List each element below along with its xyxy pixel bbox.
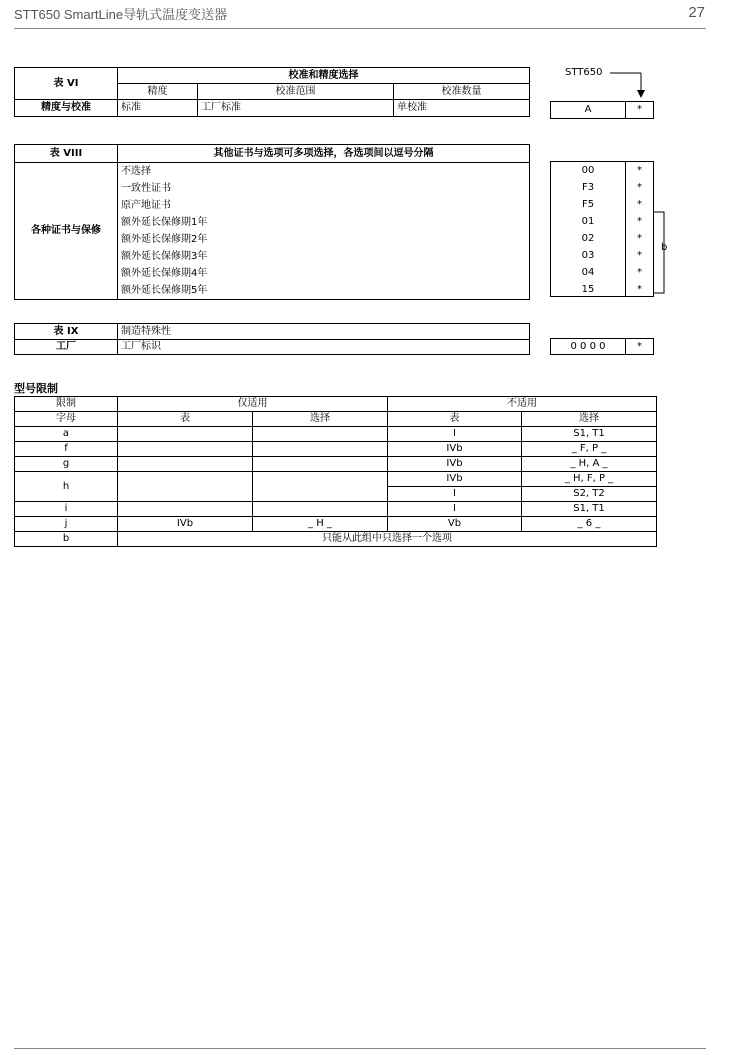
table6-col-range: 校准范围 [198, 84, 394, 100]
footer-rule [14, 1048, 706, 1049]
table8-option-origin: 原产地证书 [121, 200, 171, 211]
table-certificates [14, 144, 530, 300]
restriction-letter: i [15, 502, 118, 517]
restrictions-head-na-selection: 选择 [522, 412, 657, 427]
table-restrictions [14, 396, 657, 547]
restrictions-row-a [15, 427, 657, 442]
restriction-na-selection: S1, T1 [522, 427, 657, 442]
restriction-na-selection: _ H, A _ [522, 457, 657, 472]
restriction-ap-table [118, 472, 253, 502]
table8-code-row: F5 * [581, 199, 642, 210]
restriction-letter: g [15, 457, 118, 472]
table8-option-warranty-5: 额外延长保修期5年 [121, 285, 208, 296]
restriction-na-table: IVb [388, 457, 522, 472]
table9-name: 表 IX [15, 324, 118, 340]
restriction-na-table: IVb [388, 442, 522, 457]
table9-row-value: 工厂标识 [118, 340, 530, 355]
restrictions-head-letter-2: 字母 [15, 412, 118, 427]
table8-code-row: 15 * [581, 284, 642, 295]
table6-row-count: 单校准 [394, 100, 530, 117]
table8-option-warranty-4: 额外延长保修期4年 [121, 268, 208, 279]
table8-option-warranty-1: 额外延长保修期1年 [121, 217, 208, 228]
restriction-ap-table: IVb [118, 517, 253, 532]
restrictions-head-ap-table: 表 [118, 412, 253, 427]
table9-code-box [550, 338, 654, 355]
restriction-na-table: I [388, 502, 522, 517]
page-number: 27 [688, 4, 705, 21]
restriction-na-table: Vb [388, 517, 522, 532]
restriction-ap-table [118, 502, 253, 517]
restrictions-head-not-applicable: 不适用 [388, 397, 657, 412]
restrictions-row-f [15, 442, 657, 457]
table8-code-row: 03 * [581, 250, 642, 261]
restriction-bracket-letter: b [661, 242, 668, 253]
restriction-letter: a [15, 427, 118, 442]
restriction-na-table: IVb [388, 472, 522, 487]
table8-option-none: 不选择 [121, 166, 151, 177]
table-manufacturing [14, 323, 530, 355]
table6-code: A [584, 104, 592, 115]
model-label: STT650 [565, 67, 603, 78]
table-calibration [14, 67, 530, 117]
table6-row-accuracy: 标准 [118, 100, 198, 117]
restrictions-head-letter-1: 限制 [15, 397, 118, 412]
restriction-na-table: I [388, 427, 522, 442]
restriction-ap-selection [253, 472, 388, 502]
table8-option-warranty-3: 额外延长保修期3年 [121, 251, 208, 262]
restrictions-row-j [15, 517, 657, 532]
restriction-ap-selection [253, 427, 388, 442]
table8-option-conformity: 一致性证书 [121, 183, 171, 194]
restriction-ap-selection: _ H _ [253, 517, 388, 532]
restriction-letter: h [15, 472, 118, 502]
restriction-letter: b [15, 532, 118, 547]
restriction-bracket-icon [650, 208, 666, 298]
restrictions-head-ap-selection: 选择 [253, 412, 388, 427]
table8-options [118, 163, 530, 300]
table9-row-label: 工厂 [15, 340, 118, 355]
restrictions-row-b [15, 532, 657, 547]
restrictions-title: 型号限制 [14, 382, 58, 395]
restriction-ap-selection [253, 442, 388, 457]
table6-row-label: 精度与校准 [15, 100, 118, 117]
table6-code-mark: * [637, 104, 642, 115]
table6-col-count: 校准数量 [394, 84, 530, 100]
table6-code-box [550, 101, 654, 119]
restriction-na-selection: _ F, P _ [522, 442, 657, 457]
restrictions-row-g [15, 457, 657, 472]
restriction-letter: j [15, 517, 118, 532]
restriction-ap-selection [253, 502, 388, 517]
restriction-ap-table [118, 427, 253, 442]
table9-code-mark: * [637, 341, 642, 352]
table6-name: 表 VI [15, 68, 118, 100]
table8-code-row: 04 * [581, 267, 642, 278]
model-arrow-icon [600, 68, 650, 100]
restrictions-head-na-table: 表 [388, 412, 522, 427]
restriction-na-selection: S1, T1 [522, 502, 657, 517]
restriction-na-selection: S2, T2 [522, 487, 657, 502]
table8-code-row: 02 * [581, 233, 642, 244]
restriction-na-table: I [388, 487, 522, 502]
table8-title: 其他证书与选项可多项选择，各选项间以逗号分隔 [118, 145, 530, 163]
restriction-note: 只能从此组中只选择一个选项 [118, 532, 657, 547]
table8-code-row: 01 * [581, 216, 642, 227]
restriction-na-selection: _ H, F, P _ [522, 472, 657, 487]
restriction-ap-table [118, 442, 253, 457]
restriction-ap-table [118, 457, 253, 472]
header-rule [14, 28, 706, 29]
table8-code-row: 00 * [581, 165, 642, 176]
restriction-ap-selection [253, 457, 388, 472]
table8-name: 表 VIII [15, 145, 118, 163]
restrictions-row-i [15, 502, 657, 517]
table9-code: 0 0 0 0 [570, 341, 606, 352]
table9-title: 制造特殊性 [118, 324, 530, 340]
table6-title: 校准和精度选择 [118, 68, 530, 84]
restrictions-row-h [15, 472, 657, 487]
table8-row-label: 各种证书与保修 [15, 163, 118, 300]
restriction-letter: f [15, 442, 118, 457]
table8-code-row: F3 * [581, 182, 642, 193]
table6-row-range: 工厂标准 [198, 100, 394, 117]
restriction-na-selection: _ 6 _ [522, 517, 657, 532]
table6-col-accuracy: 精度 [118, 84, 198, 100]
table8-option-warranty-2: 额外延长保修期2年 [121, 234, 208, 245]
restrictions-head-applicable: 仅适用 [118, 397, 388, 412]
table8-code-list [550, 161, 654, 297]
document-title: STT650 SmartLine导轨式温度变送器 [14, 7, 228, 22]
